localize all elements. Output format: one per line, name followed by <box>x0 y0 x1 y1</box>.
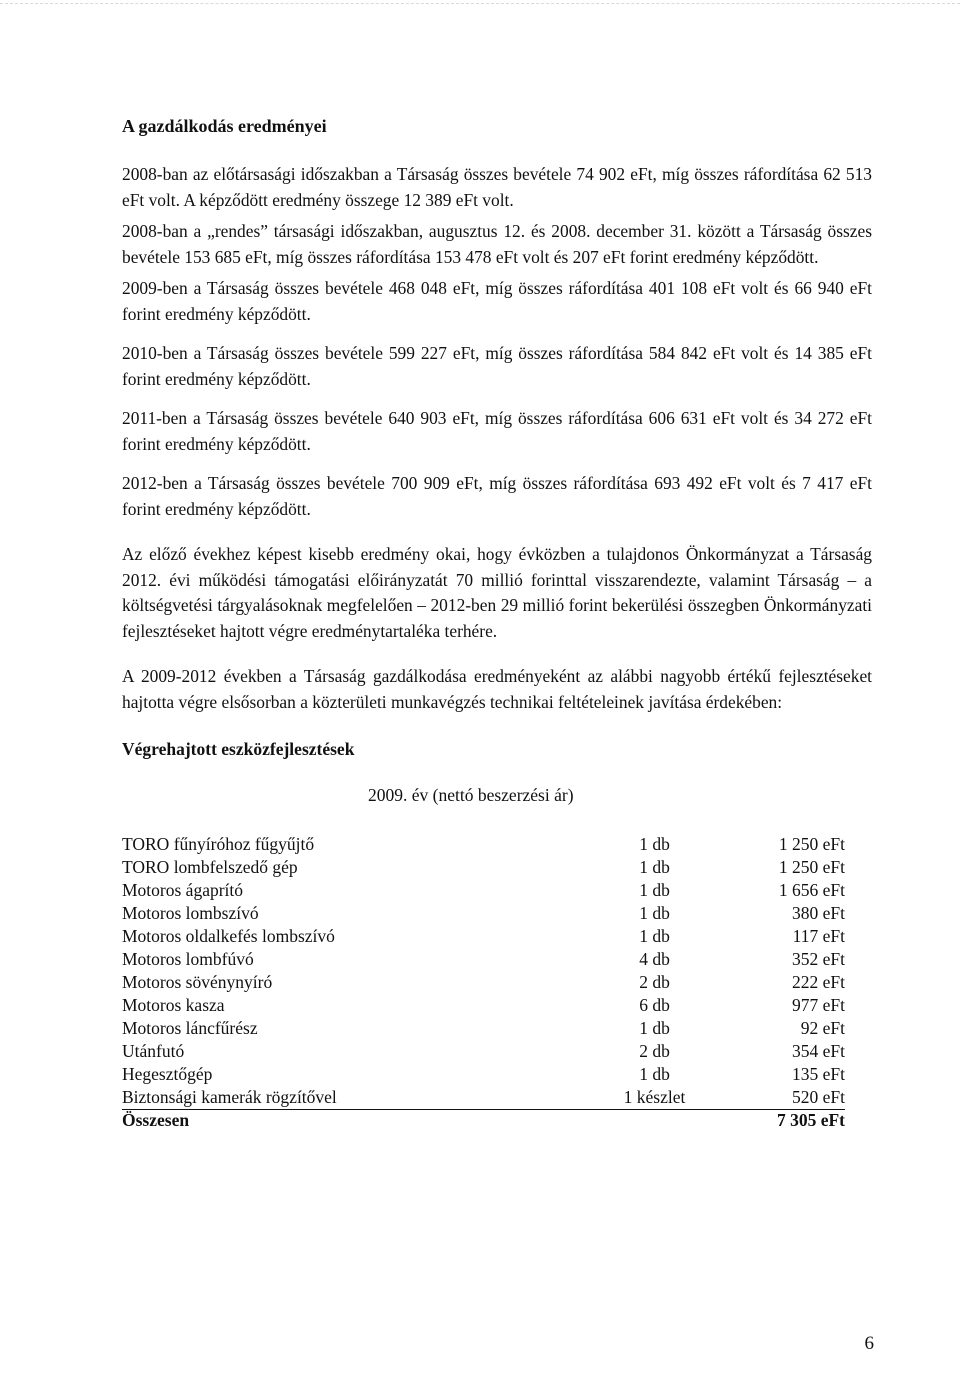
paragraph-2008-regular: 2008-ban a „rendes” társasági időszakban, augusztus 12. és 2008. december 31. között a Társaság összes bevétele 153 685 eFt, míg összes ráfordítása 153 478 eFt volt és 207 eFt forint eredmény képződött. <box>122 221 872 267</box>
item-name: Motoros oldalkefés lombszívó <box>122 926 335 946</box>
table-row <box>122 1017 850 1040</box>
scan-edge-line <box>0 3 960 4</box>
item-qty: 1 készlet <box>592 1086 717 1110</box>
item-amount: 380 eFt <box>792 903 845 923</box>
item-name: Hegesztőgép <box>122 1064 213 1084</box>
paragraph-2011: 2011-ben a Társaság összes bevétele 640 903 eFt, míg összes ráfordítása 606 631 eFt volt és 34 272 eFt forint eredmény képződött. <box>122 408 872 454</box>
item-name: Utánfutó <box>122 1041 185 1061</box>
item-qty: 1 db <box>639 834 670 854</box>
paragraph-2009: 2009-ben a Társaság összes bevétele 468 048 eFt, míg összes ráfordítása 401 108 eFt volt és 66 940 eFt forint eredmény képződött. <box>122 278 872 324</box>
item-amount: 1 656 eFt <box>778 880 845 900</box>
item-amount: 977 eFt <box>792 995 845 1015</box>
page-heading: A gazdálkodás eredményei <box>122 116 327 136</box>
table-row <box>122 925 850 948</box>
item-amount: 354 eFt <box>792 1041 845 1061</box>
item-name: Biztonsági kamerák rögzítővel <box>122 1086 592 1110</box>
paragraph-developments: A 2009-2012 években a Társaság gazdálkodása eredményeként az alábbi nagyobb értékű fejlesztéseket hajtotta végre elsősorban a közterületi munkavégzés technikai feltételeinek javítása érdekében: <box>122 666 872 712</box>
table-row <box>122 948 850 971</box>
item-name: Motoros lombszívó <box>122 903 259 923</box>
item-name: Motoros láncfűrész <box>122 1018 258 1038</box>
item-name: TORO lombfelszedő gép <box>122 857 298 877</box>
paragraph-2012: 2012-ben a Társaság összes bevétele 700 909 eFt, míg összes ráfordítása 693 492 eFt volt és 7 417 eFt forint eredmény képződött. <box>122 473 872 519</box>
item-qty: 4 db <box>639 949 670 969</box>
item-qty: 1 db <box>639 926 670 946</box>
total-label: Összesen <box>122 1110 190 1130</box>
page-number: 6 <box>864 1333 874 1354</box>
table-row <box>122 902 850 925</box>
item-amount: 92 eFt <box>800 1018 845 1038</box>
table-row <box>122 833 850 856</box>
item-qty: 1 db <box>639 857 670 877</box>
item-name: Motoros ágaprító <box>122 880 244 900</box>
table-row <box>122 879 850 902</box>
item-qty: 1 db <box>639 880 670 900</box>
year-label: 2009. év (nettó beszerzési ár) <box>368 785 574 805</box>
item-amount: 135 eFt <box>792 1064 845 1084</box>
paragraph-reasons: Az előző évekhez képest kisebb eredmény okai, hogy évközben a tulajdonos Önkormányzat a Társaság 2012. évi működési támogatási előirányzatát 70 millió forinttal visszarendezte, valamint Társaság – a költségvetési tárgyalásoknak megfelelően – 2012-ben 29 millió forint bekerülési összegben Önkormányzati fejlesztéseket hajtott végre eredménytartaléka terhére. <box>122 544 872 641</box>
item-qty: 2 db <box>639 972 670 992</box>
equipment-table <box>122 833 850 1132</box>
table-row <box>122 1086 850 1109</box>
table-row <box>122 971 850 994</box>
item-amount: 1 250 eFt <box>778 834 845 854</box>
paragraph-2010: 2010-ben a Társaság összes bevétele 599 227 eFt, míg összes ráfordítása 584 842 eFt volt és 14 385 eFt forint eredmény képződött. <box>122 343 872 389</box>
item-name: TORO fűnyíróhoz fűgyűjtő <box>122 834 315 854</box>
table-row <box>122 1063 850 1086</box>
item-qty: 2 db <box>639 1041 670 1061</box>
item-amount: 1 250 eFt <box>778 857 845 877</box>
paragraph-2008-pre: 2008-ban az előtársasági időszakban a Társaság összes bevétele 74 902 eFt, míg összes ráfordítása 62 513 eFt volt. A képződött eredmény összege 12 389 eFt volt. <box>122 164 872 210</box>
item-amount: 352 eFt <box>792 949 845 969</box>
item-qty: 6 db <box>639 995 670 1015</box>
table-row <box>122 1040 850 1063</box>
item-qty: 1 db <box>639 1064 670 1084</box>
item-amount: 520 eFt <box>717 1086 845 1110</box>
table-row <box>122 994 850 1017</box>
item-amount: 222 eFt <box>792 972 845 992</box>
total-amount: 7 305 eFt <box>776 1110 845 1130</box>
item-amount: 117 eFt <box>792 926 845 946</box>
item-name: Motoros kasza <box>122 995 225 1015</box>
total-row <box>122 1109 850 1132</box>
item-qty: 1 db <box>639 1018 670 1038</box>
page-content <box>122 114 872 1132</box>
item-name: Motoros lombfúvó <box>122 949 254 969</box>
table-row <box>122 856 850 879</box>
item-qty: 1 db <box>639 903 670 923</box>
section-title: Végrehajtott eszközfejlesztések <box>122 739 355 759</box>
item-name: Motoros sövénynyíró <box>122 972 273 992</box>
